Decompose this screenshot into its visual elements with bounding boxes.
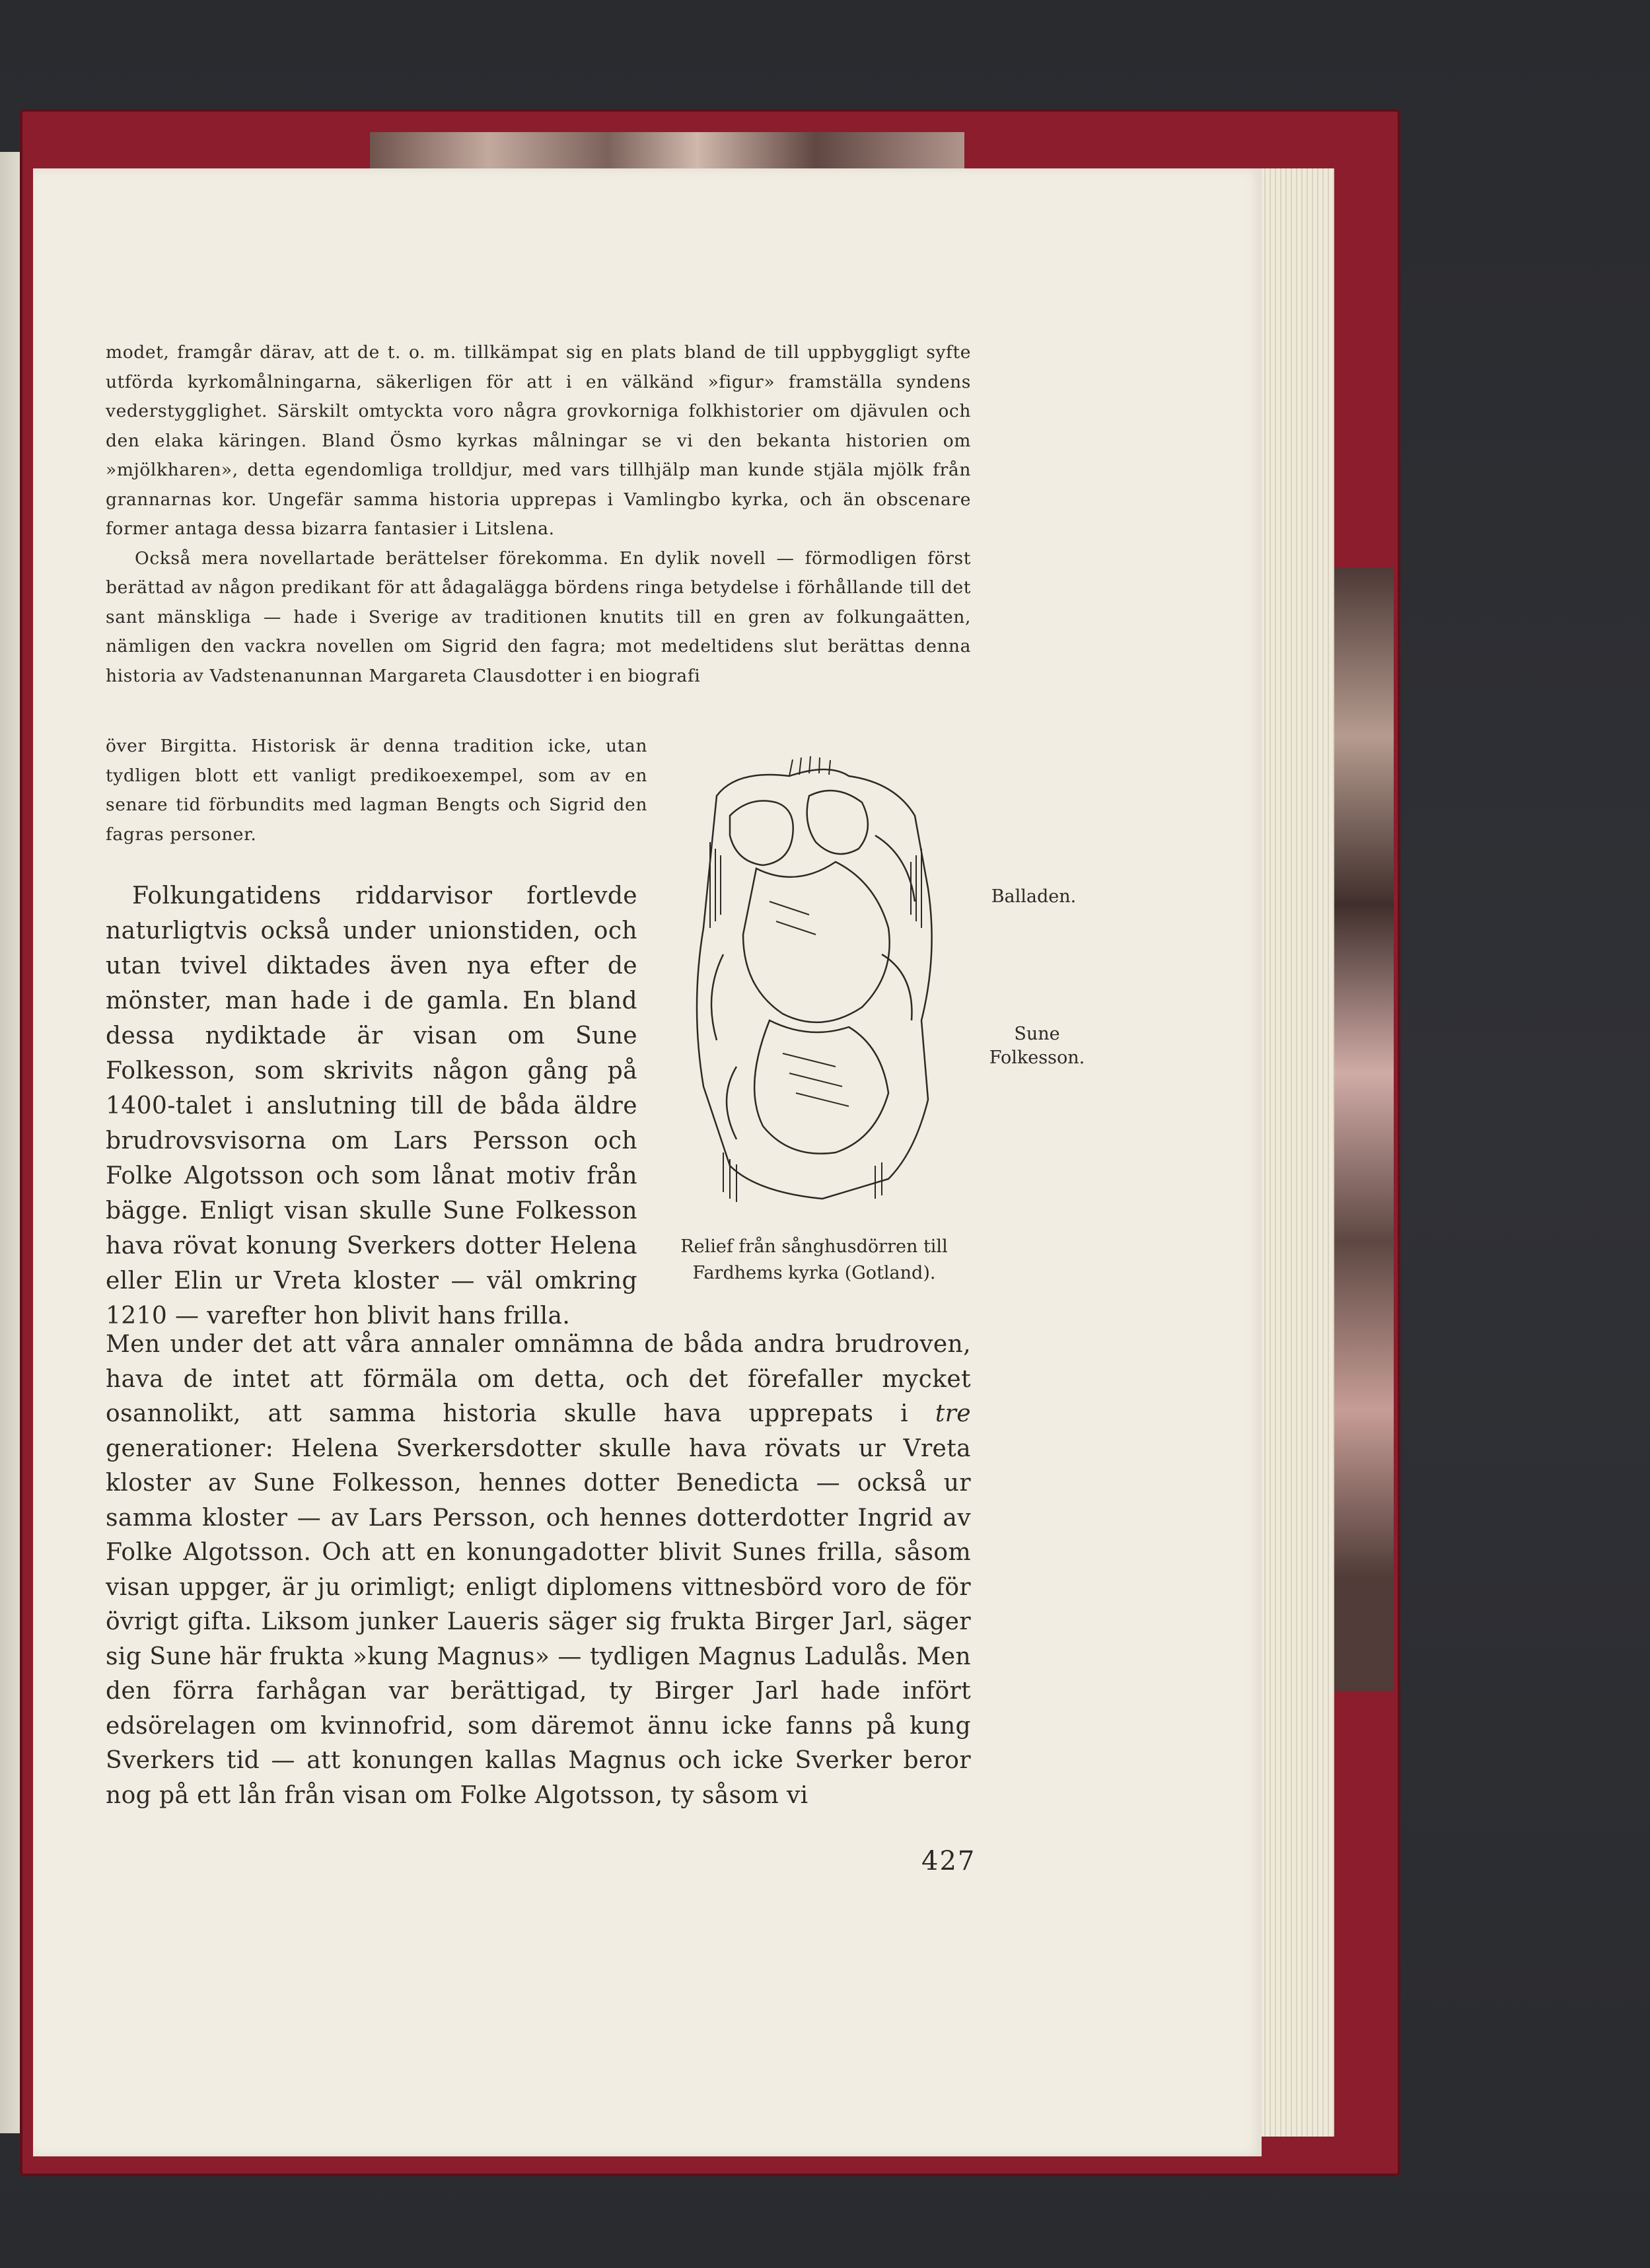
annaler-text-after: generationer: Helena Sverkersdotter skulle hava rövats ur Vreta kloster av Sune Folkesson, hennes dotter Benedicta — också ur samma kloster — av Lars Persson, och hennes dotterdotter Ingrid av Folke Algotsson. Och att en konungadotter blivit Sunes frilla, såsom visan uppger, är ju orimligt; enligt diplomens vittnesbörd voro de för övrigt gifta. Liksom junker Laueris säger sig frukta Birger Jarl, säger sig Sune här frukta »kung Magnus» — tydligen Magnus Ladulås. Men den förra farhågan var berättigad, ty Birger Jarl hade infört edsörelagen om kvinnofrid, som däremot ännu icke fanns på kung Sverkers tid — att konungen kallas Magnus och icke Sverker beror nog på ett lån från visan om Folke Algotsson, ty såsom vi [106, 1435, 971, 1809]
paragraph-intro: modet, framgår därav, att de t. o. m. tillkämpat sig en plats bland de till uppbyggligt syfte utförda kyrkomålningarna, säkerligen för att i en välkänd »figur» framställa syndens vederstygglighet. Särskilt omtyckta voro några grovkorniga folkhistorier om djävulen och den elaka käringen. Bland Ösmo kyrkas målningar se vi den bekanta historien om »mjölkharen», detta egendomliga trolldjur, med vars tillhjälp man kunde stjäla mjölk från grannarnas kor. Ungefär samma historia upprepas i Vamlingbo kyrka, och än obscenare former antaga dessa bizarra fantasier i Litslena. [106, 342, 971, 539]
paragraph-birgitta: över Birgitta. Historisk är denna tradition icke, utan tydligen blott ett vanligt predikoexempel, som av en senare tid förbundits med lagman Bengts och Sigrid den fagras personer. [106, 736, 647, 845]
paragraph-novell: Också mera novellartade berättelser förekomma. En dylik novell — förmodligen först berättad av någon predikant för att ådagalägga bördens ringa betydelse i förhållande till det sant mänskliga — hade i Sverige av traditionen knutits till en gren av folkungaätten, nämligen den vackra novellen om Sigrid den fagra; mot medeltidens slut berättas denna historia av Vadstenanunnan Margareta Clausdotter i en biografi [106, 548, 971, 686]
marbled-edge-top [370, 132, 964, 172]
paragraph-annaler [106, 1328, 971, 1813]
small-text-block [106, 338, 971, 691]
page-stack-edge [1255, 168, 1334, 2137]
annaler-italic-word: tre [935, 1400, 971, 1427]
page-number: 427 [921, 1846, 976, 1876]
paragraph-riddarvisor: Folkungatidens riddarvisor fortlevde naturligtvis också under unionstiden, och utan tvivel diktades även nya efter de mönster, man hade i de gamla. En bland dessa nydiktade är visan om Sune Folkesson, som skrivits någon gång på 1400-talet i anslutning till de båda äldre brudrovsvisorna om Lars Persson och Folke Algotsson och som lånat motiv från bägge. Enligt visan skulle Sune Folkesson hava rövat konung Sverkers dotter Helena eller Elin ur Vreta kloster — väl omkring 1210 — varefter hon blivit hans frilla. [106, 882, 637, 1329]
relief-illustration-icon [677, 756, 954, 1212]
margin-note-sune-folkesson: Sune Folkesson. [989, 1024, 1085, 1068]
annaler-text-before: Men under det att våra annaler omnämna de båda andra brudroven, hava de intet att förmäla om detta, och det förefaller mycket osannolikt, att samma historia skulle hava upprepats i [106, 1331, 971, 1427]
marbled-edge-right [1334, 568, 1394, 1691]
figure-caption: Relief från sånghusdörren till Fardhems kyrka (Gotland). [680, 1236, 948, 1283]
margin-note-balladen: Balladen. [991, 886, 1077, 907]
